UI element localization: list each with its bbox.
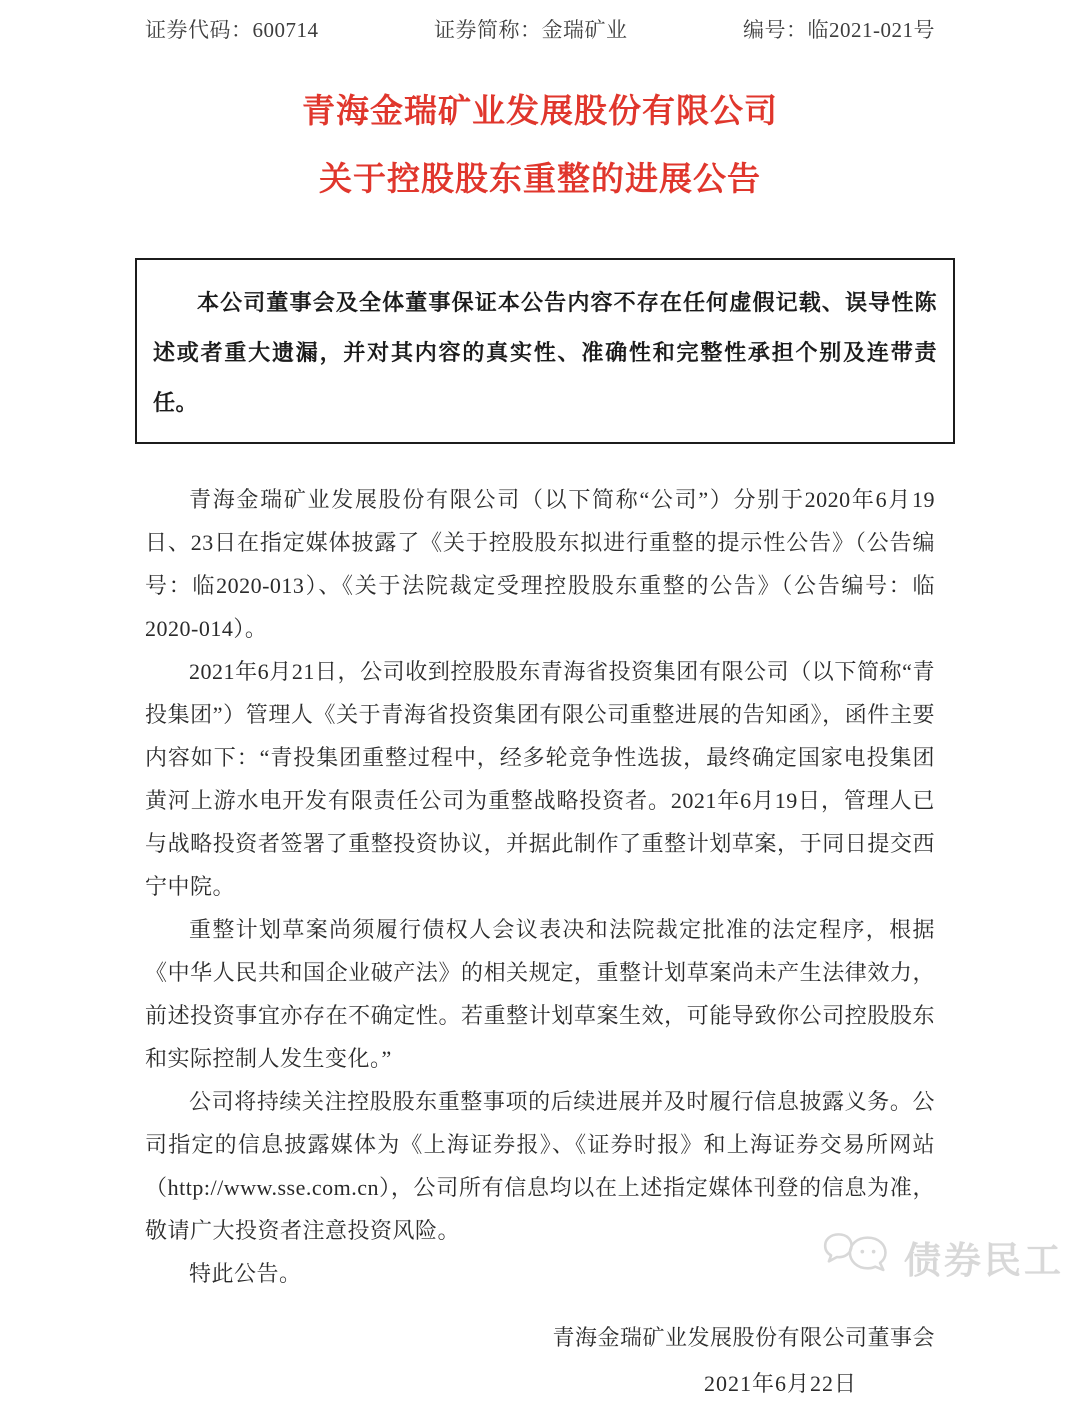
announcement-body	[145, 478, 935, 1295]
body-paragraph: 2021年6月21日，公司收到控股股东青海省投资集团有限公司（以下简称“青投集团”）管理人《关于青海省投资集团有限公司重整进展的告知函》，函件主要内容如下：“青投集团重整过程中，经多轮竞争性选拔，最终确定国家电投集团黄河上游水电开发有限责任公司为重整战略投资者。2021年6月19日，管理人已与战略投资者签署了重整投资协议，并据此制作了重整计划草案，于同日提交西宁中院。	[145, 659, 935, 899]
disclaimer-text: 本公司董事会及全体董事保证本公告内容不存在任何虚假记载、误导性陈述或者重大遗漏，并对其内容的真实性、准确性和完整性承担个别及连带责任。	[153, 290, 937, 415]
page-title-line1: 青海金瑞矿业发展股份有限公司	[302, 92, 778, 129]
body-paragraph: 青海金瑞矿业发展股份有限公司（以下简称“公司”）分别于2020年6月19日、23日在指定媒体披露了《关于控股股东拟进行重整的提示性公告》（公告编号：临2020-013）、《关于法院裁定受理控股股东重整的公告》（公告编号：临2020-014）。	[145, 487, 935, 641]
date-line: 2021年6月22日	[703, 1371, 857, 1396]
doc-number: 编号：临2021-021号	[743, 18, 935, 42]
stock-abbr: 证券简称：金瑞矿业	[434, 18, 628, 42]
closing-line: 特此公告。	[189, 1261, 302, 1286]
watermark-text: 债券民工	[904, 1240, 1064, 1281]
disclaimer-box	[135, 258, 955, 444]
body-paragraph: 重整计划草案尚须履行债权人会议表决和法院裁定批准的法定程序，根据《中华人民共和国企业破产法》的相关规定，重整计划草案尚未产生法律效力，前述投资事宜亦存在不确定性。若重整计划草案生效，可能导致你公司控股股东和实际控制人发生变化。”	[145, 917, 935, 1071]
watermark	[822, 1229, 1064, 1285]
stock-code: 证券代码：600714	[145, 18, 319, 42]
page-title-line2: 关于控股股东重整的进展公告	[319, 160, 761, 197]
body-paragraph: 公司将持续关注控股股东重整事项的后续进展并及时履行信息披露义务。公司指定的信息披露媒体为《上海证券报》、《证券时报》和上海证券交易所网站（http://www.sse.com.cn），公司所有信息均以在上述指定媒体刊登的信息为准，敬请广大投资者注意投资风险。	[145, 1089, 935, 1243]
doc-header	[145, 14, 935, 46]
speech-bubbles-icon	[822, 1229, 894, 1285]
signature-line: 青海金瑞矿业发展股份有限公司董事会	[552, 1325, 935, 1350]
